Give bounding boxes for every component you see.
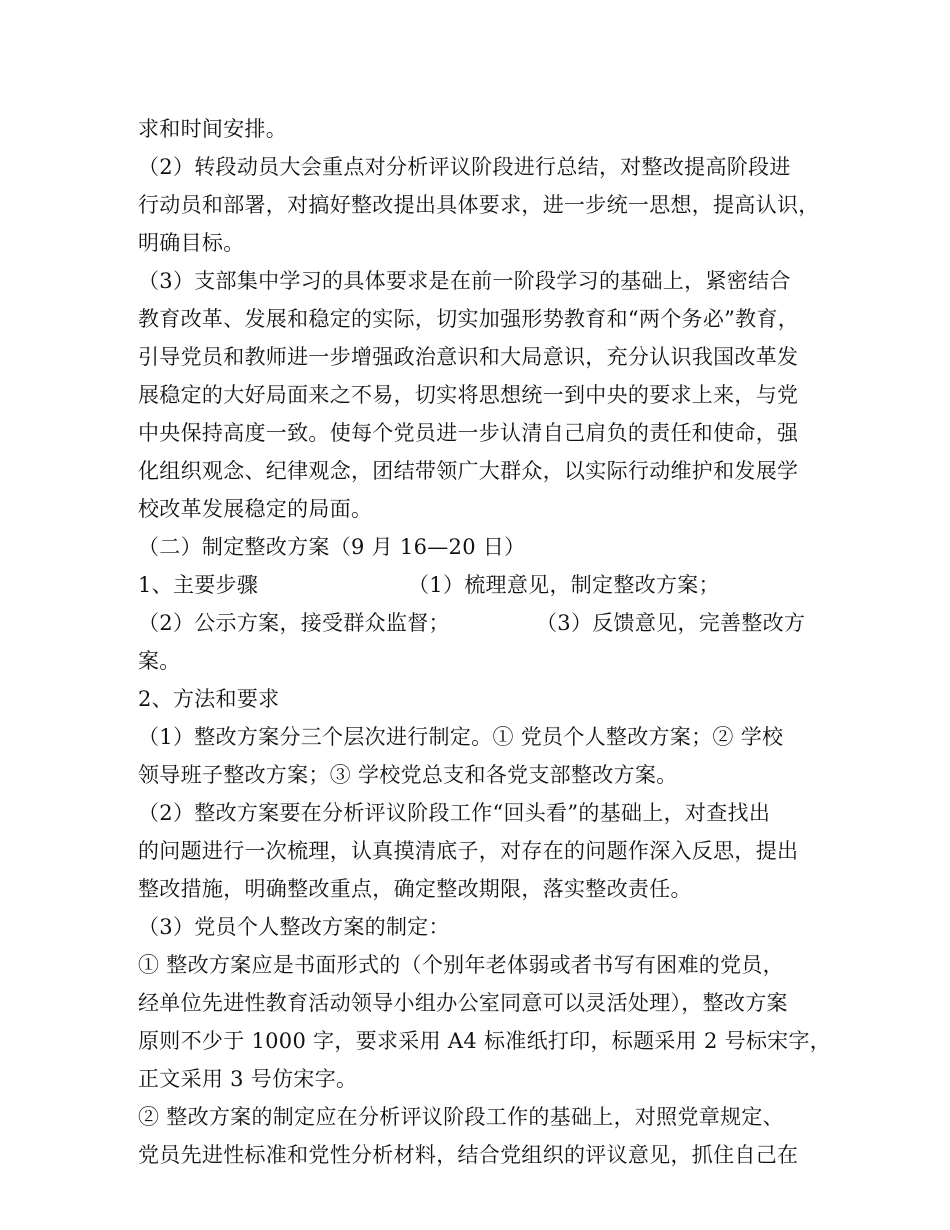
text-line-split bbox=[138, 566, 828, 604]
text-line: 展稳定的大好局面来之不易，切实将思想统一到中央的要求上来，与党 bbox=[138, 383, 799, 407]
text-line: 明确目标。 bbox=[138, 231, 245, 255]
section-heading: （二）制定整改方案（9 月 16—20 日） bbox=[138, 535, 526, 559]
text-line: 校改革发展稳定的局面。 bbox=[138, 497, 373, 521]
step-item: （2）公示方案，接受群众监督； bbox=[138, 611, 450, 635]
text-line: 引导党员和教师进一步增强政治意识和大局意识，充分认识我国改革发 bbox=[138, 345, 799, 369]
text-line: 化组织观念、纪律观念，团结带领广大群众，以实际行动维护和发展学 bbox=[138, 459, 799, 483]
text-line: 教育改革、发展和稳定的实际，切实加强形势教育和“两个务必”教育， bbox=[138, 307, 800, 331]
text-line: （3）支部集中学习的具体要求是在前一阶段学习的基础上，紧密结合 bbox=[138, 269, 791, 293]
text-line: 中央保持高度一致。使每个党员进一步认清自己肩负的责任和使命，强 bbox=[138, 421, 799, 445]
text-line: 整改措施，明确整改重点，确定整改期限，落实整改责任。 bbox=[138, 877, 692, 901]
text-line: 领导班子整改方案；③ 学校党总支和各党支部整改方案。 bbox=[138, 763, 678, 787]
text-line: ① 整改方案应是书面形式的（个别年老体弱或者书写有困难的党员， bbox=[138, 953, 784, 977]
text-line: 党员先进性标准和党性分析材料，结合党组织的评议意见，抓住自己在 bbox=[138, 1143, 799, 1167]
text-line: （1）整改方案分三个层次进行制定。① 党员个人整改方案；② 学校 bbox=[138, 725, 784, 749]
text-line: （2）整改方案要在分析评议阶段工作“回头看”的基础上，对查找出 bbox=[138, 801, 771, 825]
text-line: 经单位先进性教育活动领导小组办公室同意可以灵活处理），整改方案 bbox=[138, 991, 788, 1015]
text-line: 正文采用 3 号仿宋字。 bbox=[138, 1067, 358, 1091]
text-line: ② 整改方案的制定应在分析评议阶段工作的基础上，对照党章规定、 bbox=[138, 1105, 784, 1129]
text-line: 求和时间安排。 bbox=[138, 117, 288, 141]
step-item: （3）反馈意见，完善整改方 bbox=[536, 611, 806, 635]
text-line-split bbox=[138, 604, 828, 642]
text-line: 的问题进行一次梳理，认真摸清底子，对存在的问题作深入反思，提出 bbox=[138, 839, 799, 863]
step-item: （1）梳理意见，制定整改方案； bbox=[408, 573, 720, 597]
text-line: 原则不少于 1000 字，要求采用 A4 标准纸打印，标题采用 2 号标宋字， bbox=[138, 1029, 832, 1053]
text-line: 2、方法和要求 bbox=[138, 687, 280, 711]
text-line: 行动员和部署，对搞好整改提出具体要求，进一步统一思想，提高认识， bbox=[138, 193, 820, 217]
text-line: （2）转段动员大会重点对分析评议阶段进行总结，对整改提高阶段进 bbox=[138, 155, 791, 179]
text-line: （3）党员个人整改方案的制定： bbox=[138, 915, 450, 939]
text-line: 案。 bbox=[138, 649, 181, 673]
step-heading: 1、主要步骤 bbox=[138, 573, 259, 597]
